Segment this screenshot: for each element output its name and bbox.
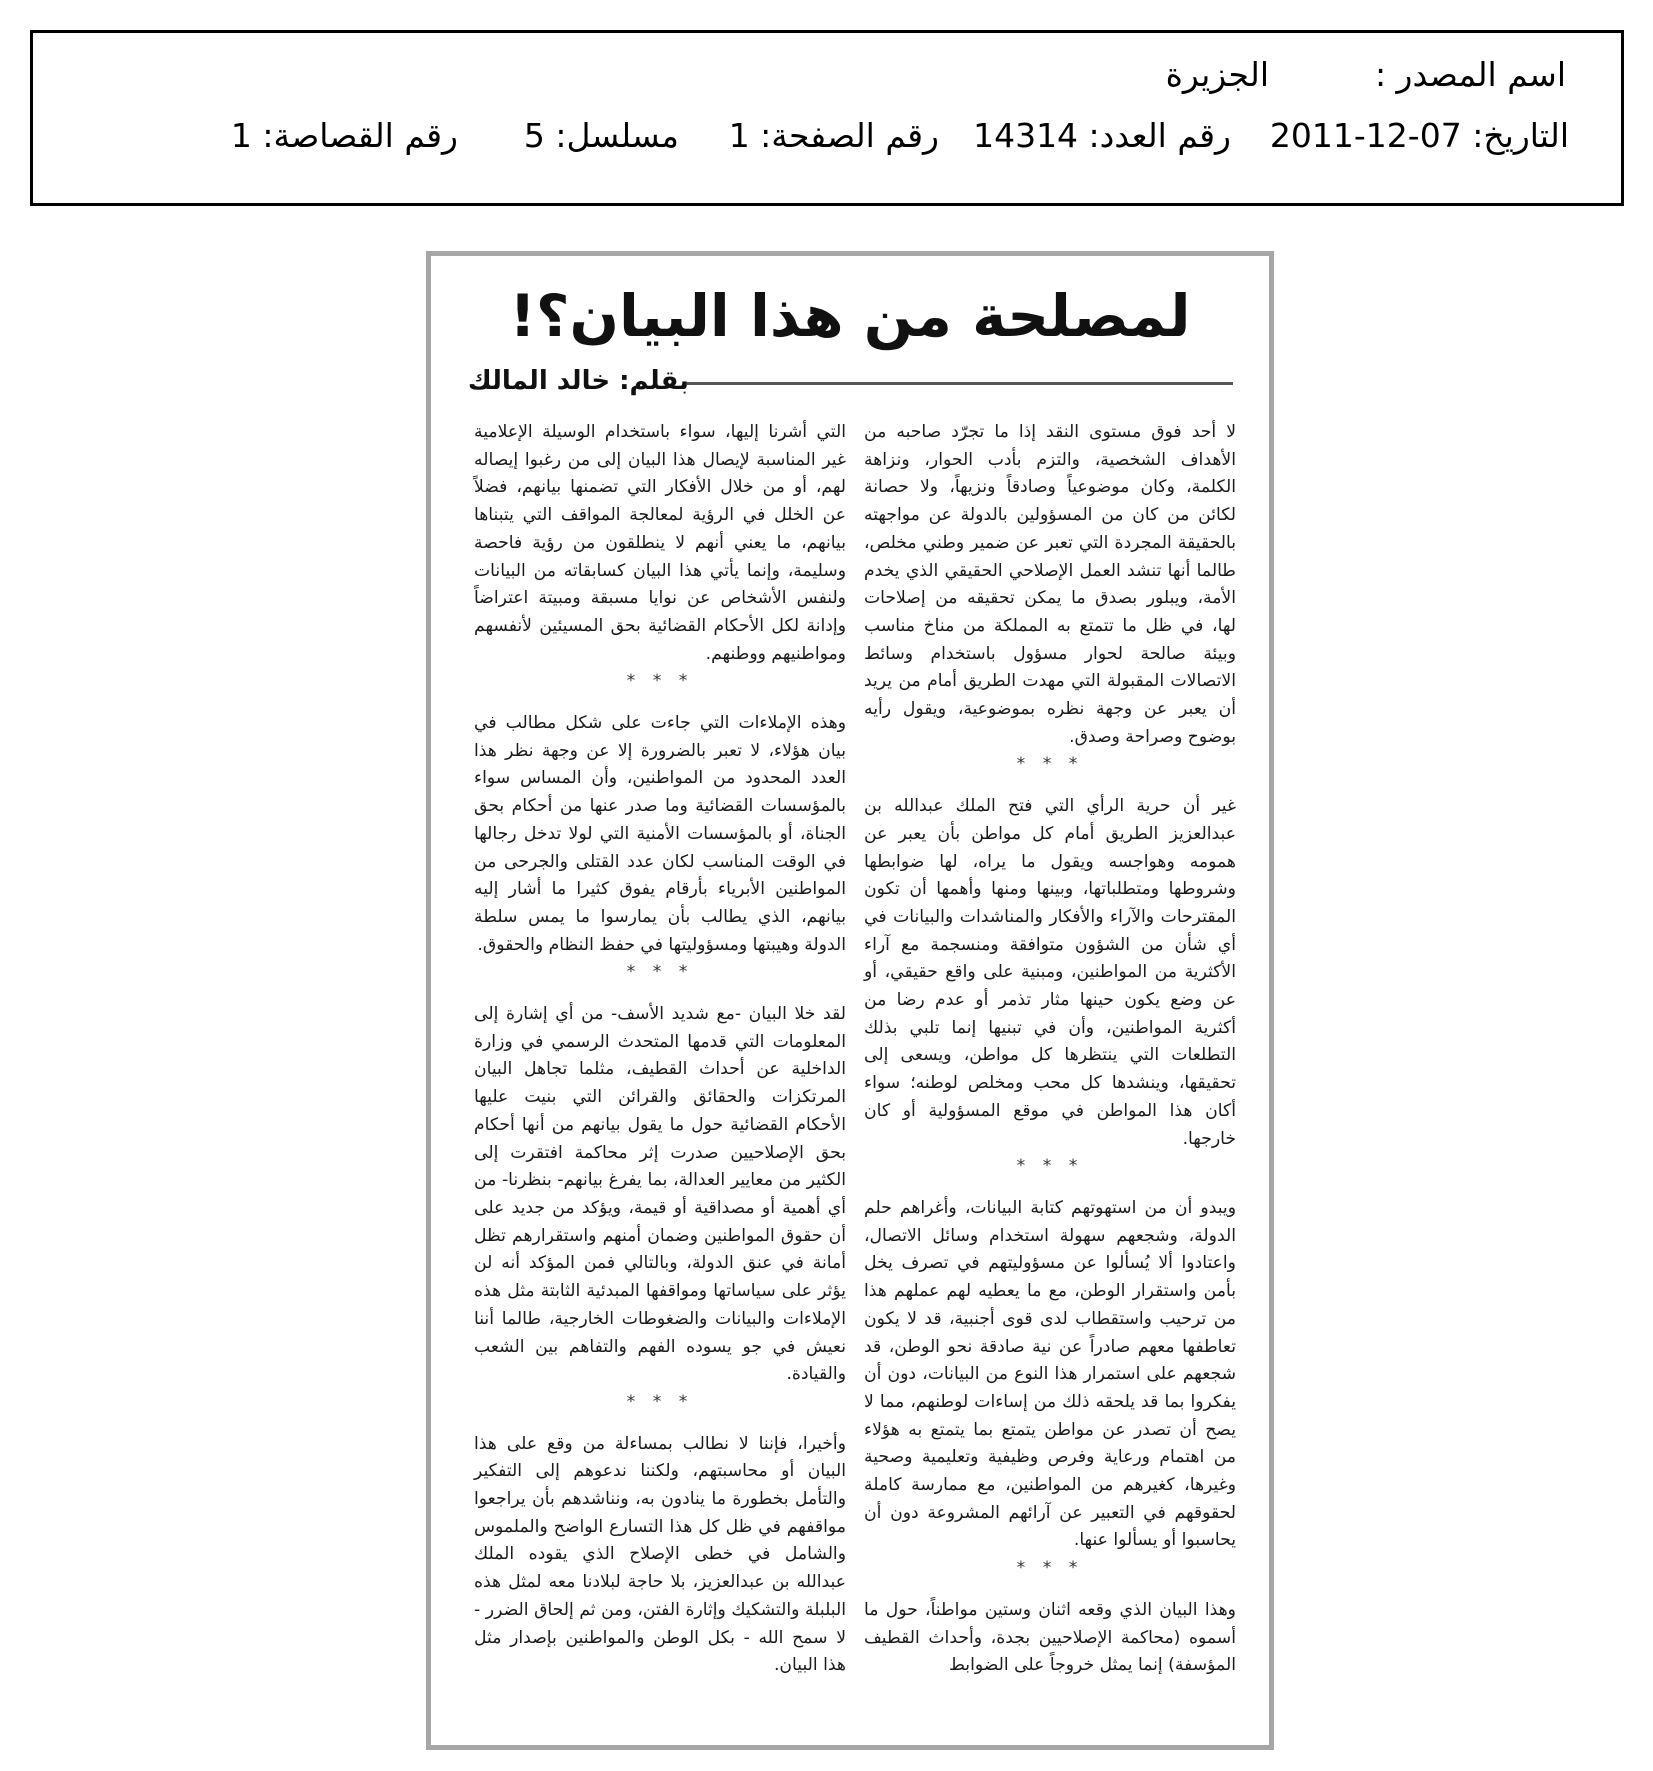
paragraph: وهذه الإملاءات التي جاءت على شكل مطالب في بيان هؤلاء، لا تعبر بالضرورة إلا عن وجهة نظر هذا العدد المحدود من المواطنين، وأن المساس سواء بالمؤسسات القضائية وما صدر عنها من أحكام بحق الجناة، أو بالمؤسسات الأمنية التي لولا تدخل رجالها في الوقت المناسب لكان عدد القتلى والجرحى من المواطنين الأبرياء بأرقام يفوق كثيرا ما أشار إليه بيانهم، الذي يطالب بأن يمارسوا ما يمس سلطة الدولة وهيبتها ومسؤوليتها في حفظ النظام والحقوق.: [474, 713, 846, 955]
newspaper-clipping: [426, 251, 1274, 1750]
serial-number: مسلسل: 5: [523, 116, 679, 155]
section-separator: * * *: [1016, 1558, 1084, 1579]
source-label: اسم المصدر :: [1374, 55, 1566, 94]
article-byline: بقلم: خالد المالك: [467, 366, 689, 396]
paragraph: وهذا البيان الذي وقعه اثنان وستين مواطناً، حول ما أسموه (محاكمة الإصلاحيين بجدة، وأحداث القطيف المؤسفة) إنما يمثل خروجاً على الضوابط: [864, 1599, 1236, 1676]
date-field: التاريخ: 07-12-2011: [1269, 116, 1569, 155]
article-headline: لمصلحة من هذا البيان؟!: [509, 282, 1191, 350]
paragraph: لقد خلا البيان -مع شديد الأسف- من أي إشارة إلى المعلومات التي قدمها المتحدث الرسمي في وزارة الداخلية عن أحداث القطيف، مثلما تجاهل البيان المرتكزات والحقائق والقرائن التي بنيت عليها الأحكام القضائية حول ما يقول بيانهم من أنها أحكام بحق الإصلاحيين صدرت إثر محاكمة افتقرت إلى الكثير من معايير العدالة، بما يفرغ بيانهم- بنظرنا- من أي أهمية أو مصداقية أو قيمة، ويؤكد من جديد على أن حقوق المواطنين وضمان أمنهم واستقرارهم تظل أمانة في عنق الدولة، وبالتالي فمن المؤكد أنه لن يؤثر على سياساتها ومواقفها المبدئية الثابتة مثل هذه الإملاءات والبيانات والضغوطات الخارجية، طالما أننا نعيش في جو يسوده الفهم والتفاهم بين الشعب والقيادة.: [474, 1004, 846, 1385]
paragraph: لا أحد فوق مستوى النقد إذا ما تجرّد صاحبه من الأهداف الشخصية، والتزم بأدب الحوار، ونزاهة الكلمة، وكان موضوعياً وصادقاً ونزيهاً، ولا حصانة لكائن من كان من المسؤولين بالدولة عن مواجهته بالحقيقة المجردة التي تعبر عن ضمير وطني مخلص، طالما أنها تنشد العمل الإصلاحي الحقيقي الذي يخدم الأمة، ويبلور بصدق ما يمكن تحقيقه من إصلاحات لها، في ظل ما تتمتع به المملكة من مناخ مناسب وبيئة صالحة لحوار مسؤول باستخدام وسائط الاتصالات المقبولة التي مهدت الطريق أمام من يريد أن يعبر عن وجهة نظره بموضوعية، ويقول رأيه بوضوح وصراحة وصدق.: [864, 422, 1236, 747]
section-separator: * * *: [626, 1391, 694, 1412]
section-separator: * * *: [626, 962, 694, 983]
paragraph: التي أشرنا إليها، سواء باستخدام الوسيلة الإعلامية غير المناسبة لإيصال هذا البيان إلى من رغبوا إيصاله لهم، أو من خلال الأفكار التي تضمنها بيانهم، فضلاً عن الخلل في الرؤية لمعالجة المواقف التي يتبناها بيانهم، ما يعني أنهم لا ينطلقون من رؤية فاحصة وسليمة، وإنما يأتي هذا البيان كسابقاته من البيانات ولنفس الأشخاص عن نوايا مسبقة ومبيتة اعتراضاً وإدانة لكل الأحكام القضائية بحق المسيئين لأنفسهم ومواطنيهم ووطنهم.: [474, 422, 846, 664]
paragraph: ويبدو أن من استهوتهم كتابة البيانات، وأغراهم حلم الدولة، وشجعهم سهولة استخدام وسائل الاتصال، واعتادوا ألا يُسألوا عن مسؤوليتهم في تصرف يخل بأمن واستقرار الوطن، مع ما يعطيه لهم عملهم هذا من ترحيب واستقطاب لدى قوى أجنبية، قد لا يكون تعاطفها معهم صادراً عن نية صادقة نحو الوطن، قد شجعهم على استمرار هذا النوع من البيانات، دون أن يفكروا بما قد يلحقه ذلك من إساءات لوطنهم، مما لا يصح أن تصدر عن مواطن يتمتع بما يتمتع به هؤلاء من اهتمام ورعاية وفرص وظيفية وتعليمية وصحية وغيرها، كغيرهم من المواطنين، مع ممارسة كاملة لحقوقهم في التعبير عن آرائهم المشروعة دون أن يحاسبوا أو يسألوا عنها.: [864, 1197, 1236, 1551]
clip-number: رقم القصاصة: 1: [230, 116, 458, 155]
article-column-left: [474, 419, 846, 1680]
page-number: رقم الصفحة: 1: [728, 116, 939, 155]
article-column-right: [864, 419, 1236, 1680]
section-separator: * * *: [626, 671, 694, 692]
issue-number: رقم العدد: 14314: [973, 116, 1231, 155]
byline-rule: [687, 382, 1233, 385]
section-separator: * * *: [1016, 754, 1084, 775]
section-separator: * * *: [1016, 1156, 1084, 1177]
clipping-header: [30, 30, 1624, 206]
source-value: الجزيرة: [1165, 55, 1269, 94]
paragraph: غير أن حرية الرأي التي فتح الملك عبدالله بن عبدالعزيز الطريق أمام كل مواطن بأن يعبر عن همومه وهواجسه ويقول ما يراه، لها ضوابطها وشروطها ومتطلباتها، وبينها ومنها وأهمها أن تكون المقترحات والآراء والأفكار والمناشدات والبيانات في أي شأن من الشؤون متوافقة ومنسجمة مع آراء الأكثرية من المواطنين، ومبنية على واقع حقيقي، أو عن وضع يكون حينها مثار تذمر أو عدم رضا من أكثرية المواطنين، وأن في تبنيها إنما تلبي بذلك التطلعات التي ينتظرها كل مواطن، ويسعى إلى تحقيقها، وينشدها كل محب ومخلص لوطنه؛ سواء أكان هذا المواطن في موقع المسؤولية أو كان خارجها.: [864, 796, 1236, 1149]
paragraph: وأخيرا، فإننا لا نطالب بمساءلة من وقع على هذا البيان أو محاسبتهم، ولكننا ندعوهم إلى التفكير والتأمل بخطورة ما ينادون به، ونناشدهم بأن يراجعوا مواقفهم في ظل كل هذا التسارع الواضح والملموس والشامل في خطى الإصلاح الذي يقوده الملك عبدالله بن عبدالعزيز، بلا حاجة لبلادنا معه لمثل هذه البلبلة والتشكيك وإثارة الفتن، ومن ثم إلحاق الضرر - لا سمح الله - بكل الوطن والمواطنين بإصدار مثل هذا البيان.: [474, 1433, 846, 1676]
